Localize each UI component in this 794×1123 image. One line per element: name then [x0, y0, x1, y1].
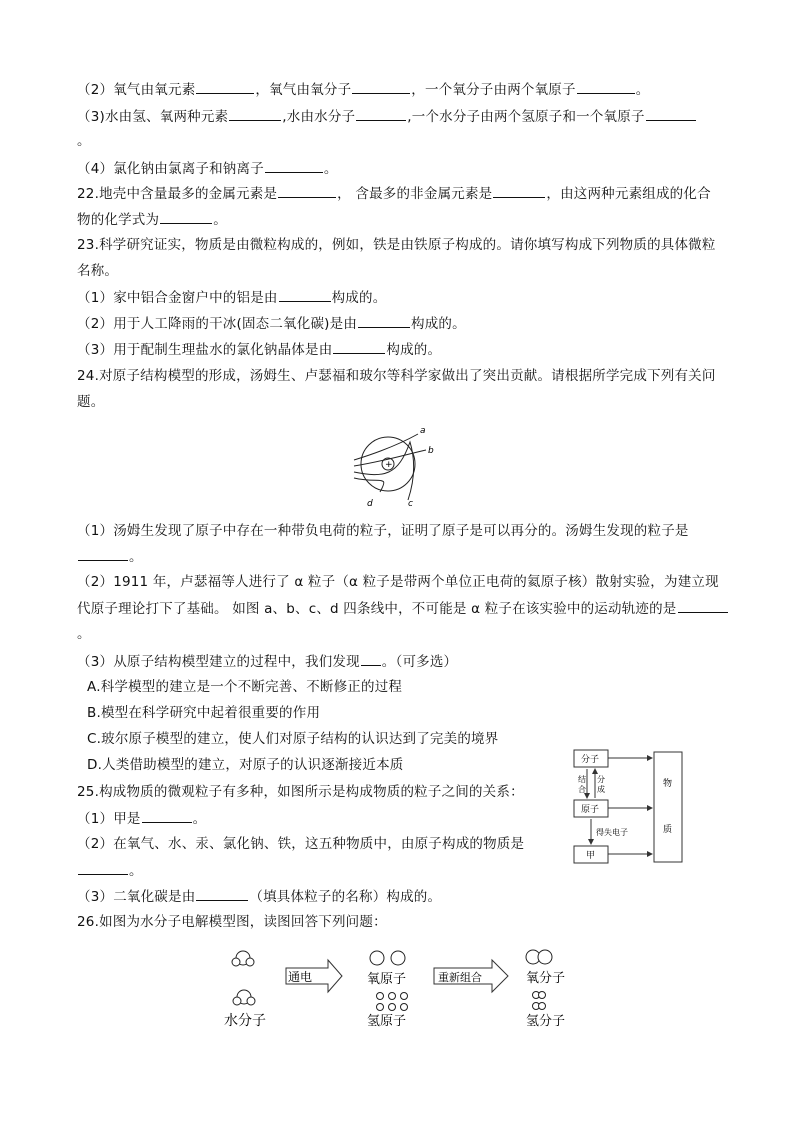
- q21-item-2: （2）氧气由氧元素 ，氧气由氧分子 ，一个氧分子由两个氧原子 。: [77, 79, 649, 100]
- oxygen-atoms: [370, 951, 405, 965]
- q21-item-4: （4）氯化钠由氯离子和钠离子 。: [77, 158, 338, 179]
- answer-blank[interactable]: [142, 808, 192, 823]
- q25-item-2: （2）在氧气、水、汞、氯化钠、铁，这五种物质中，由原子构成的物质是: [77, 836, 525, 852]
- q26-stem: 26.如图为水分子电解模型图，读图回答下列问题：: [77, 914, 387, 930]
- q24-option-d[interactable]: D.人类借助模型的建立，对原子的认识逐渐接近本质: [87, 757, 404, 773]
- recombine-label: 重新组合: [438, 971, 482, 984]
- answer-blank[interactable]: [333, 339, 385, 354]
- answer-blank[interactable]: [678, 598, 728, 613]
- answer-blank[interactable]: [356, 106, 406, 121]
- answer-blank[interactable]: [279, 287, 331, 302]
- q25-stem: 25.构成物质的微观粒子有多种，如图所示是构成物质的粒子之间的关系：: [77, 784, 524, 800]
- water-molecule-1: [232, 951, 254, 966]
- q24-option-c[interactable]: C.玻尔原子模型的建立，使人们对原子结构的认识达到了完美的境界: [87, 731, 499, 747]
- label-a: a: [420, 426, 426, 436]
- water-label: 水分子: [224, 1013, 266, 1029]
- q25-item-2-blank: 。: [77, 860, 143, 881]
- track-c: [354, 442, 414, 500]
- answer-blank[interactable]: [196, 79, 254, 94]
- jia-label: 甲: [586, 851, 596, 861]
- hydrogen-molecule-label: 氢分子: [526, 1014, 566, 1029]
- answer-blank[interactable]: [160, 209, 212, 224]
- answer-blank[interactable]: [352, 79, 410, 94]
- q21-item-3: （3)水由氢、氧两种元素 ,水由水分子 ,一个水分子由两个氢原子和一个氧原子: [77, 106, 697, 127]
- q22-line-1: 22.地壳中含量最多的金属元素是 ， 含最多的非金属元素是 ，由这两种元素组成的化合: [77, 183, 711, 204]
- water-electrolysis-diagram: [220, 942, 590, 1037]
- q24-part-2-line-1: （2）1911 年，卢瑟福等人进行了 α 粒子（α 粒子是带两个单位正电荷的氦原子核）散射实验，为建立现: [77, 574, 719, 590]
- q22-line-2: 物的化学式为 。: [77, 209, 227, 230]
- q24-option-a[interactable]: A.科学模型的建立是一个不断完善、不断修正的过程: [87, 679, 403, 695]
- q21-item-3-end: 。: [77, 133, 91, 149]
- answer-blank[interactable]: [196, 886, 248, 901]
- answer-blank[interactable]: [577, 79, 635, 94]
- q23-item-1: （1）家中铝合金窗户中的铝是由 构成的。: [77, 287, 386, 308]
- split-label-2: 成: [597, 785, 605, 794]
- q23-item-2: （2）用于人工降雨的干冰(固态二氧化碳)是由 构成的。: [77, 313, 466, 334]
- q24-part-2-line-2: 代原子理论打下了基础。 如图 a、b、c、d 四条线中，不可能是 α 粒子在该实验中的运动轨迹的是: [77, 598, 729, 619]
- oxygen-molecule-label: 氧分子: [526, 971, 566, 986]
- answer-blank[interactable]: [358, 313, 410, 328]
- atom-label: 原子: [581, 805, 600, 815]
- particle-relation-diagram: [570, 746, 690, 870]
- q24-option-b[interactable]: B.模型在科学研究中起着很重要的作用: [87, 705, 321, 721]
- answer-blank[interactable]: [646, 106, 696, 121]
- molecule-label: 分子: [581, 755, 600, 765]
- electrify-label: 通电: [288, 970, 313, 984]
- q23-stem-1: 23.科学研究证实，物质是由微粒构成的，例如，铁是由铁原子构成的。请你填写构成下列物质的具体微粒: [77, 237, 716, 253]
- combine-label-1: 结: [578, 775, 586, 784]
- oxygen-atom-label: 氧原子: [367, 972, 407, 987]
- split-label-1: 分: [597, 775, 605, 784]
- q24-part-3: （3）从原子结构模型建立的过程中，我们发现 。（可多选）: [77, 651, 457, 672]
- answer-blank[interactable]: [229, 106, 281, 121]
- hydrogen-molecules: [533, 992, 546, 1010]
- hydrogen-atom-label: 氢原子: [367, 1014, 407, 1029]
- water-molecule-2: [233, 990, 255, 1005]
- q24-stem-1: 24.对原子结构模型的形成，汤姆生、卢瑟福和玻尔等科学家做出了突出贡献。请根据所学完成下列有关问: [77, 368, 716, 384]
- answer-blank[interactable]: [265, 158, 323, 173]
- answer-blank[interactable]: [78, 860, 128, 875]
- q24-part-1-blank: 。: [77, 546, 143, 567]
- substance-label-2: 质: [663, 825, 673, 835]
- answer-blank[interactable]: [361, 651, 381, 666]
- substance-box: [654, 752, 682, 862]
- answer-blank[interactable]: [493, 183, 545, 198]
- substance-label-1: 物: [663, 779, 673, 789]
- hydrogen-atoms: [377, 993, 408, 1011]
- q24-part-2-end: 。: [77, 626, 91, 642]
- q25-item-3: （3）二氧化碳是由 （填具体粒子的名称）构成的。: [77, 886, 441, 907]
- nucleus-sign: +: [385, 460, 393, 470]
- q23-stem-2: 名称。: [77, 263, 119, 279]
- label-b: b: [428, 446, 434, 456]
- q25-item-1: （1）甲是 。: [77, 808, 206, 829]
- q24-stem-2: 题。: [77, 394, 105, 410]
- oxygen-molecule: [526, 950, 552, 964]
- q23-item-3: （3）用于配制生理盐水的氯化钠晶体是由 构成的。: [77, 339, 441, 360]
- alpha-scattering-diagram: [340, 422, 440, 512]
- label-d: d: [367, 499, 373, 509]
- answer-blank[interactable]: [78, 546, 128, 561]
- label-c: c: [408, 499, 413, 509]
- q24-part-1: （1）汤姆生发现了原子中存在一种带负电荷的粒子，证明了原子是可以再分的。汤姆生发现的粒子是: [77, 523, 689, 539]
- gainlose-label: 得失电子: [596, 828, 628, 837]
- answer-blank[interactable]: [278, 183, 336, 198]
- combine-label-2: 合: [578, 785, 586, 794]
